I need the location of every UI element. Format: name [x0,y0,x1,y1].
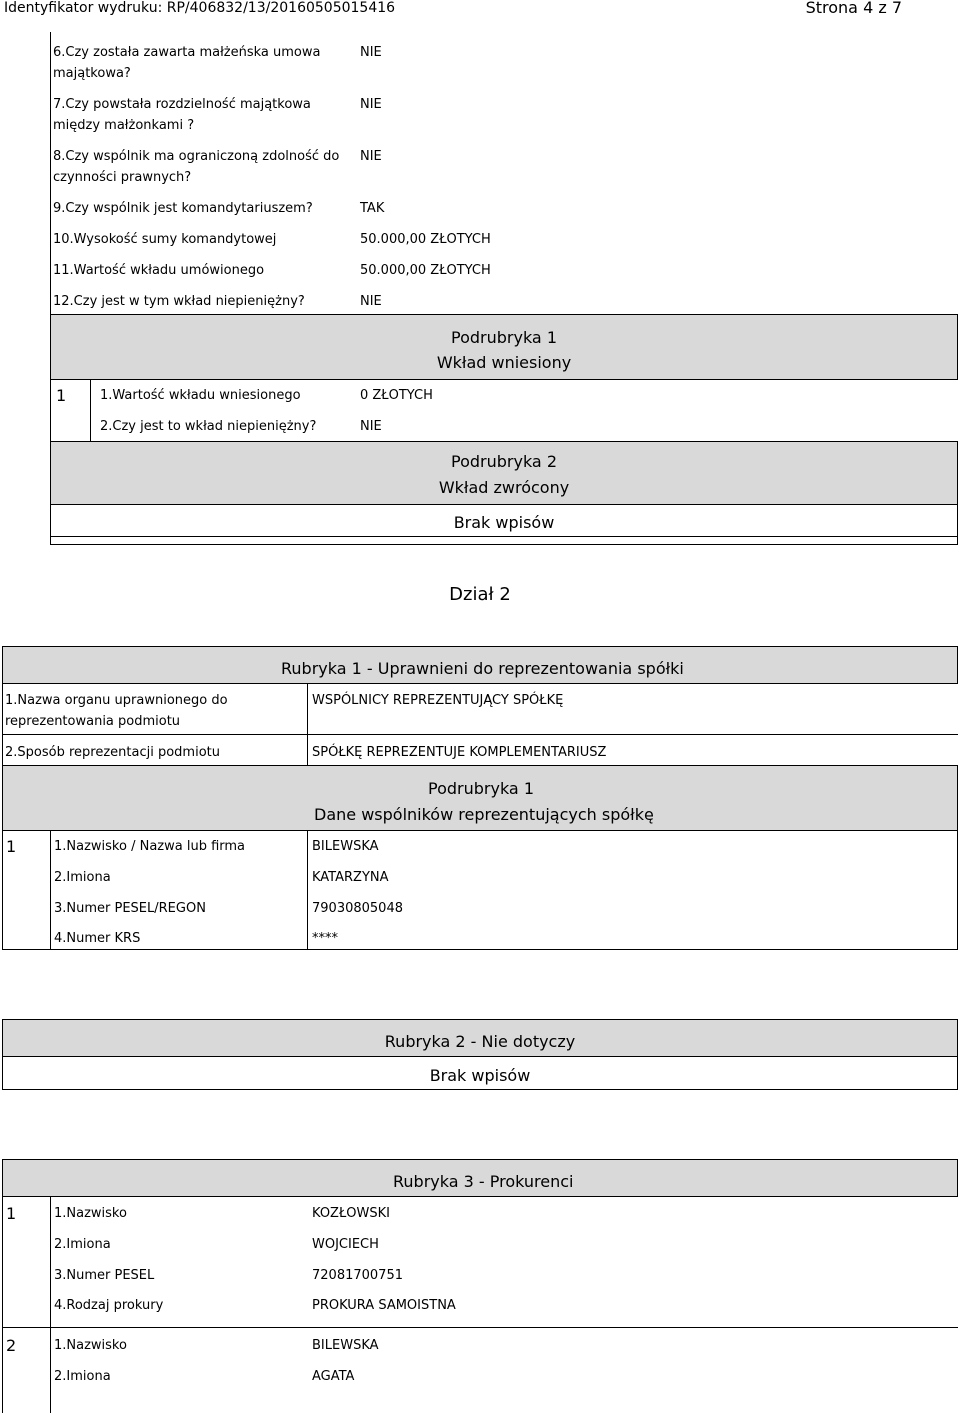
divider [50,536,958,537]
subsection-subtitle: Dane wspólników reprezentujących spółkę [314,805,654,824]
divider [2,1327,958,1328]
rubric-title: Rubryka 2 - Nie dotyczy [384,1032,576,1051]
field-label: 10.Wysokość sumy komandytowej [53,232,277,247]
field-value: WSPÓLNICY REPREZENTUJĄCY SPÓŁKĘ [312,693,564,708]
table-border [2,684,3,766]
subsection-subtitle: Wkład wniesiony [436,353,572,372]
table-divider [307,684,308,766]
empty-box [50,504,958,545]
field-label: 2.Sposób reprezentacji podmiotu [5,745,220,760]
rubric-title: Rubryka 1 - Uprawnieni do reprezentowania spółki [281,659,684,678]
field-label: 4.Rodzaj prokury [54,1298,164,1313]
entry-number: 1 [6,1204,17,1223]
field-value: NIE [360,419,382,434]
field-label: 1.Nazwisko [54,1338,127,1353]
field-value: 50.000,00 ZŁOTYCH [360,263,491,278]
field-label: 2.Imiona [54,1237,111,1252]
field-label: 2.Imiona [54,1369,111,1384]
field-value: NIE [360,149,382,164]
field-label: 9.Czy wspólnik jest komandytariuszem? [53,201,313,216]
field-value: NIE [360,97,382,112]
entry-divider [50,1196,51,1413]
subsection-title: Podrubryka 2 [451,452,557,471]
table-border [2,1196,3,1413]
field-label: 11.Wartość wkładu umówionego [53,263,265,278]
field-label: 7.Czy powstała rozdzielność majątkowa między małżonkami ? [53,97,311,133]
rubric-header [2,646,958,684]
subsection-header [2,765,958,831]
rubric-header [2,1019,958,1057]
field-value: SPÓŁKĘ REPREZENTUJE KOMPLEMENTARIUSZ [312,745,607,760]
divider [2,949,958,950]
field-label: 3.Numer PESEL/REGON [54,901,206,916]
entry-number: 1 [56,386,67,405]
field-label: 12.Czy jest w tym wkład niepieniężny? [53,294,305,309]
rubric-header [2,1159,958,1197]
subsection-header [50,314,958,380]
entry-divider [90,380,91,442]
field-label: 6.Czy została zawarta małżeńska umowa majątkowa? [53,45,321,81]
table-divider [307,830,308,950]
subsection-title: Podrubryka 1 [451,328,557,347]
field-label: 8.Czy wspólnik ma ograniczoną zdolność do czynności prawnych? [53,149,340,185]
field-label: 1.Nazwisko [54,1206,127,1221]
empty-box [2,1056,958,1090]
field-value: TAK [360,201,385,216]
field-label: 1.Nazwa organu uprawnionego do reprezentowania podmiotu [5,693,228,729]
print-identifier: Identyfikator wydruku: RP/406832/13/20160505015416 [4,0,396,16]
field-label: 1.Wartość wkładu wniesionego [100,388,301,403]
field-label: 3.Numer PESEL [54,1268,155,1283]
field-value: AGATA [312,1369,355,1384]
table-border [957,830,958,950]
field-value: KOZŁOWSKI [312,1206,390,1221]
empty-text: Brak wpisów [453,513,555,532]
field-label: 2.Imiona [54,870,111,885]
entry-number: 1 [6,837,17,856]
field-value: 72081700751 [312,1268,403,1283]
field-value: PROKURA SAMOISTNA [312,1298,456,1313]
divider [2,734,958,735]
empty-text: Brak wpisów [429,1066,531,1085]
subsection-title: Podrubryka 1 [428,779,534,798]
field-value: 50.000,00 ZŁOTYCH [360,232,491,247]
entry-divider [50,830,51,950]
field-label: 4.Numer KRS [54,931,141,946]
rubric-title: Rubryka 3 - Prokurenci [393,1172,574,1191]
page-number: Strona 4 z 7 [805,0,902,17]
field-value: NIE [360,45,382,60]
field-label: 1.Nazwisko / Nazwa lub firma [54,839,246,854]
section-title: Dział 2 [449,584,511,605]
entry-number: 2 [6,1336,17,1355]
field-value: BILEWSKA [312,839,379,854]
field-label: 2.Czy jest to wkład niepieniężny? [100,419,317,434]
field-value: KATARZYNA [312,870,389,885]
table-border [2,830,3,950]
field-value: **** [312,931,338,946]
table-border [50,32,51,315]
field-value: 0 ZŁOTYCH [360,388,433,403]
field-value: 79030805048 [312,901,403,916]
table-border [50,380,51,442]
field-value: WOJCIECH [312,1237,379,1252]
field-value: NIE [360,294,382,309]
subsection-header [50,441,958,505]
field-value: BILEWSKA [312,1338,379,1353]
subsection-subtitle: Wkład zwrócony [438,478,570,497]
